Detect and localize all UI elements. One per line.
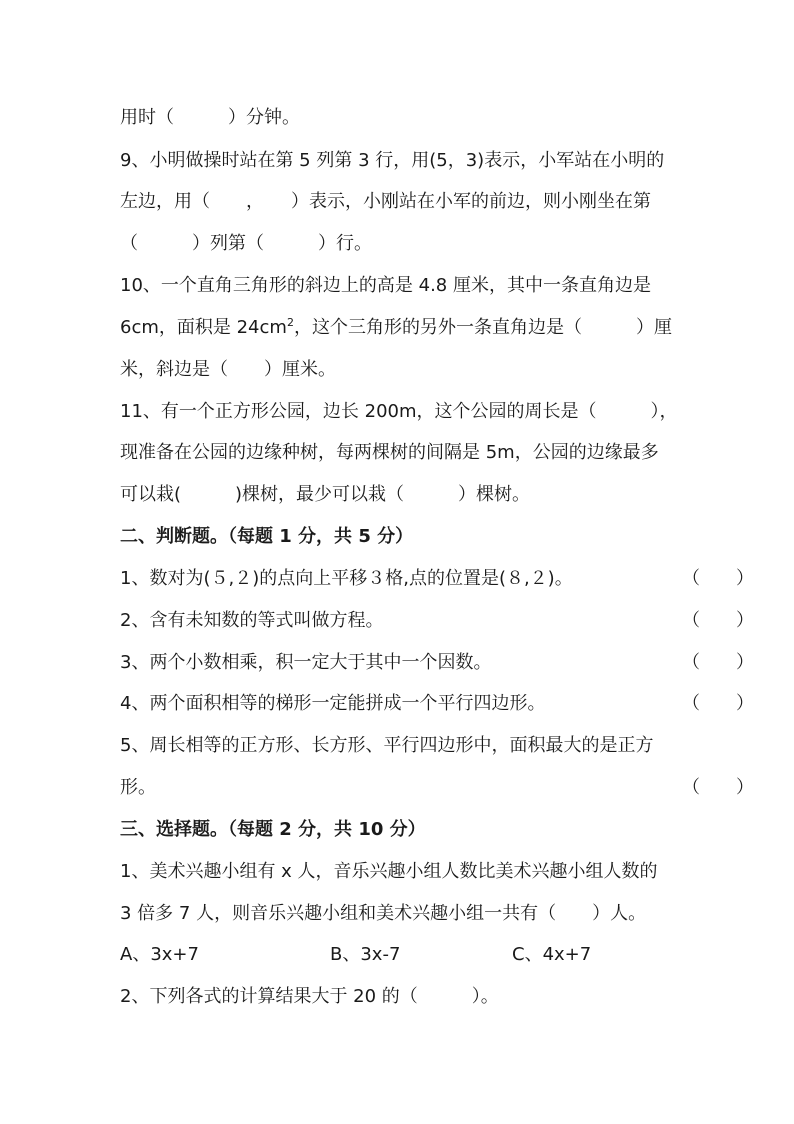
q9-line-3: （ ）列第（ ）行。	[120, 233, 372, 254]
judge-item-2	[120, 607, 754, 635]
judge-item-3-answer: （ ）	[682, 652, 754, 673]
q10-line-3: 米，斜边是（ ）厘米。	[120, 359, 336, 380]
q9-line-1: 9、小明做操时站在第 5 列第 3 行，用(5，3)表示，小军站在小明的	[120, 150, 665, 171]
choice-q2-line-1: 2、下列各式的计算结果大于 20 的（ ）。	[120, 986, 499, 1007]
judge-item-3-text: 3、两个小数相乘，积一定大于其中一个因数。	[120, 652, 492, 673]
choice-q1-option-c: C、4x+7	[512, 944, 592, 965]
q11-line-1: 11、有一个正方形公园，边长 200m，这个公园的周长是（ ），	[120, 401, 678, 422]
judge-item-5-cont	[120, 774, 754, 802]
judge-item-2-text: 2、含有未知数的等式叫做方程。	[120, 610, 384, 631]
carryover-line: 用时（ ）分钟。	[120, 107, 300, 128]
q10-line-2-pre: 6cm，面积是 24cm	[120, 317, 287, 338]
judge-section-heading: 二、判断题。（每题 1 分，共 5 分）	[120, 526, 414, 547]
judge-item-1-text: 1、数对为(５,２)的点向上平移３格,点的位置是(８,２)。	[120, 568, 573, 589]
q11-line-3: 可以栽( )棵树，最少可以栽（ ）棵树。	[120, 484, 531, 505]
q10-line-1: 10、一个直角三角形的斜边上的高是 4.8 厘米，其中一条直角边是	[120, 275, 651, 296]
judge-item-1	[120, 565, 754, 593]
choice-section-heading: 三、选择题。（每题 2 分，共 10 分）	[120, 819, 426, 840]
judge-item-5-answer: （ ）	[682, 777, 754, 798]
judge-item-1-answer: （ ）	[682, 568, 754, 589]
q10-line-2	[120, 314, 754, 342]
choice-q1-option-a: A、3x+7	[120, 944, 199, 965]
judge-item-4-answer: （ ）	[682, 693, 754, 714]
q9-line-2: 左边，用（ ， ）表示，小刚站在小军的前边，则小刚坐在第	[120, 191, 651, 212]
judge-item-4	[120, 690, 754, 718]
q11-line-2: 现准备在公园的边缘种树，每两棵树的间隔是 5m，公园的边缘最多	[120, 442, 659, 463]
q10-line-2-post: ，这个三角形的另外一条直角边是（ ）厘	[293, 317, 672, 338]
judge-item-5	[120, 732, 754, 760]
judge-item-4-text: 4、两个面积相等的梯形一定能拼成一个平行四边形。	[120, 693, 546, 714]
judge-item-5-text-2: 形。	[120, 777, 156, 798]
superscript-two: 2	[286, 316, 294, 329]
judge-item-5-text: 5、周长相等的正方形、长方形、平行四边形中，面积最大的是正方	[120, 735, 654, 756]
judge-item-2-answer: （ ）	[682, 610, 754, 631]
choice-q1-option-b: B、3x-7	[330, 944, 401, 965]
judge-item-3	[120, 649, 754, 677]
choice-q1-line-2: 3 倍多 7 人，则音乐兴趣小组和美术兴趣小组一共有（ ）人。	[120, 903, 647, 924]
choice-q1-line-1: 1、美术兴趣小组有 x 人，音乐兴趣小组人数比美术兴趣小组人数的	[120, 861, 658, 882]
